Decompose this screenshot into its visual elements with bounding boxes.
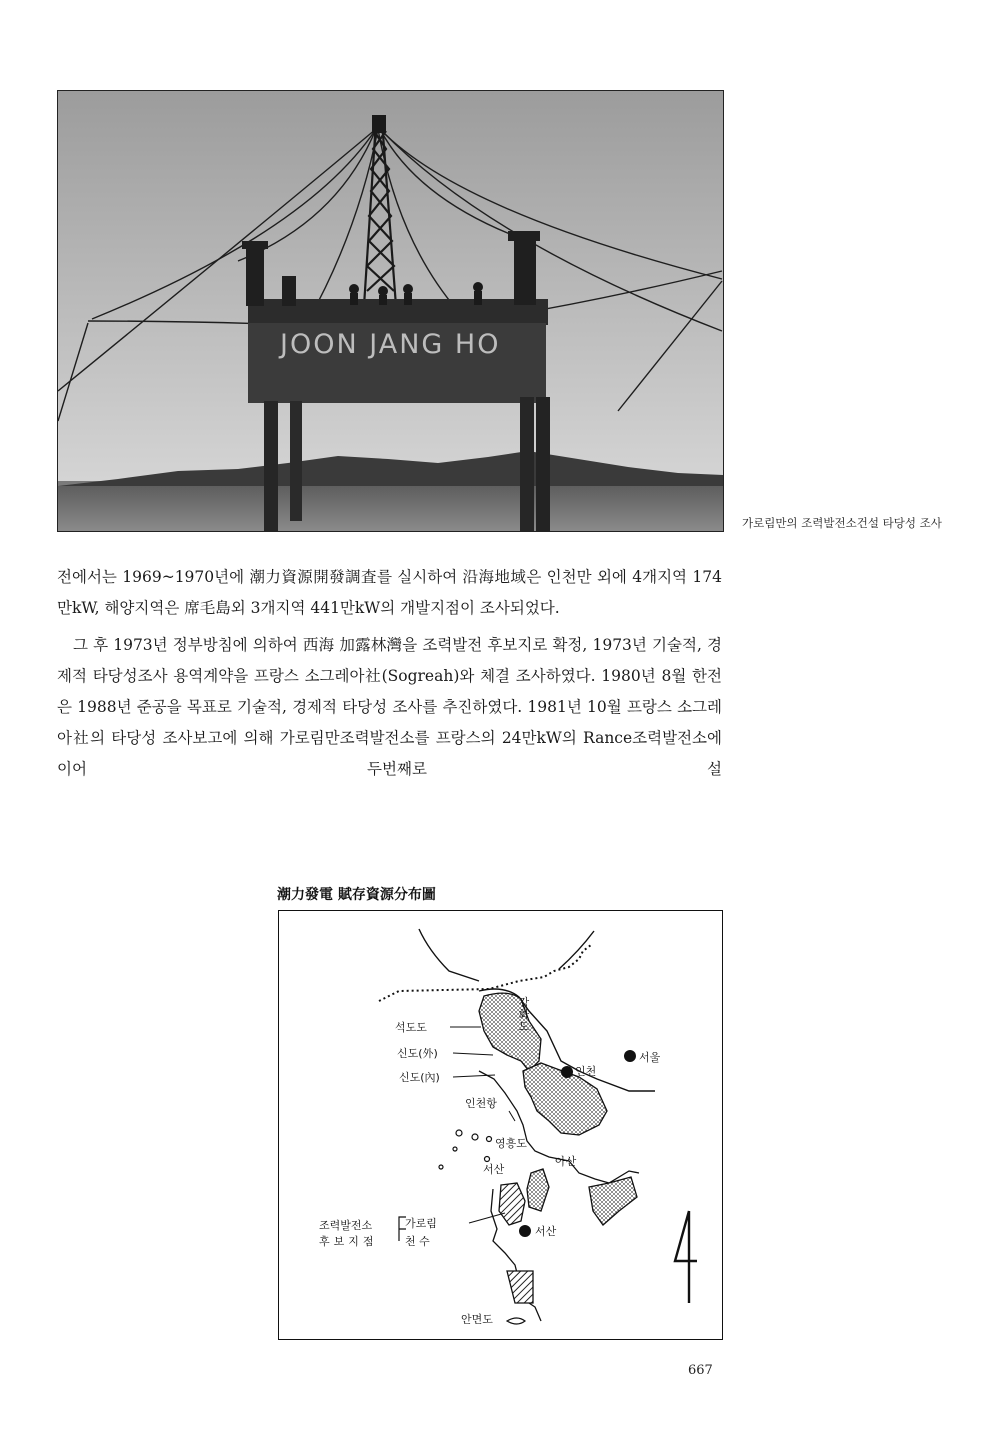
paragraph-2: 그 후 1973년 정부방침에 의하여 西海 加露林灣을 조력발전 후보지로 확정, 1973년 기술적, 경제적 타당성조사 용역계약을 프랑스 소그레아社(Sogreah)와 체결 조사하였다. 1980년 8월 한전은 1988년 준공을 목표로 기술적, 경제적 타당성 조사를 추진하였다. 1981년 10월 프랑스 소그레아社의 타당성 조사보고에 의해 가로림만조력발전소를 프랑스의 24만kW의 Rance조력발전소에 이어 두번째로 설 <box>57 636 722 778</box>
seoul-marker <box>624 1050 636 1062</box>
paragraph-1: 전에서는 1969~1970년에 潮力資源開發調査를 실시하여 沿海地域은 인천만 외에 4개지역 174만kW, 해양지역은 席毛島외 3개지역 441만kW의 개발지점이 조사되었다. <box>57 568 722 617</box>
map-drawing <box>279 911 722 1339</box>
map-label-incheon-port: 인천항 <box>465 1097 497 1110</box>
map-label-sindo-out: 신도(外) <box>397 1047 438 1060</box>
map-label-ganghwa: 강화도 <box>518 996 530 1033</box>
map-label-garolim: 가로림 <box>405 1217 437 1230</box>
map-label-sindo-in: 신도(內) <box>399 1071 440 1084</box>
map-label-asan: 아산 <box>555 1155 577 1168</box>
platform-photo <box>57 90 724 532</box>
map-label-seosan: 서산 <box>535 1225 557 1238</box>
platform-photo-art <box>58 91 723 531</box>
map-label-incheon: 인천 <box>575 1065 597 1078</box>
platform-sign: JOON JANG HO <box>280 329 501 360</box>
map-label-seoul: 서울 <box>639 1051 661 1064</box>
map-label-seokmo: 석도도 <box>395 1021 427 1034</box>
map-label-yeongheung: 영흥도 <box>495 1137 527 1150</box>
map-label-tidal-station: 조력발전소 <box>319 1219 373 1232</box>
tidal-resource-map <box>278 910 723 1340</box>
map-label-cheonsu: 천 수 <box>405 1235 430 1248</box>
map-label-candidate: 후보지점 <box>319 1235 378 1248</box>
seosan-marker <box>519 1225 531 1237</box>
photo-caption: 가로림만의 조력발전소건설 타당성 조사 <box>742 516 942 530</box>
map-title: 潮力發電 賦存資源分布圖 <box>277 887 436 903</box>
page-number: 667 <box>688 1363 713 1378</box>
body-text <box>57 562 722 791</box>
map-label-seosan-upper: 서산 <box>483 1163 505 1176</box>
incheon-marker <box>561 1066 573 1078</box>
map-label-anmyeon: 안면도 <box>461 1313 493 1326</box>
